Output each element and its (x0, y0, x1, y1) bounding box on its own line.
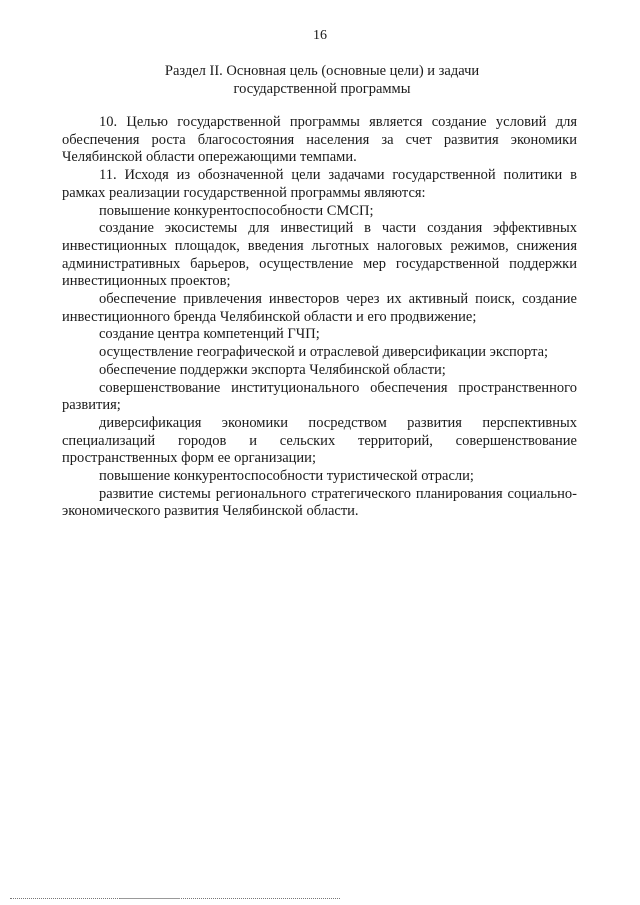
page-number: 16 (313, 28, 327, 43)
section-heading-line-2: государственной программы (233, 81, 411, 97)
task-item-economic-diversification: диверсификация экономики посредством развития перспективных специализаций городов и сельских территорий, совершенствование пространственных форм ее организации; (62, 414, 577, 467)
task-item-tourism: повышение конкурентоспособности туристической отрасли; (99, 468, 474, 485)
task-item-spatial-development: совершенствование институционального обеспечения пространственного развития; (62, 379, 577, 414)
task-item-investor-attraction: обеспечение привлечения инвесторов через их активный поиск, создание инвестиционного бренда Челябинской области и его продвижение; (62, 291, 577, 325)
task-item-export-diversification: осуществление географической и отраслевой диверсификации экспорта; (99, 344, 549, 361)
task-item-export-support: обеспечение поддержки экспорта Челябинской области; (99, 361, 446, 378)
task-item-investment-ecosystem: создание экосистемы для инвестиций в части создания эффективных инвестиционных площадок, введения льготных налоговых режимов, снижения административных барьеров, осуществление мер государственной поддержки инвестиционных проектов; (62, 220, 577, 290)
document-body (62, 114, 577, 521)
task-item-smsp: повышение конкурентоспособности СМСП; (99, 202, 374, 219)
task-item-strategic-planning: развитие системы регионального стратегического планирования социально-экономического развития Челябинской области. (62, 485, 577, 520)
section-heading-line-1: Раздел II. Основная цель (основные цели) и задачи (164, 63, 480, 79)
section-heading (62, 62, 582, 98)
task-item-gchp-center: создание центра компетенций ГЧП; (99, 326, 320, 343)
paragraph-tasks-intro: 11. Исходя из обозначенной цели задачами государственной политики в рамках реализации государственной программы являются: (62, 167, 577, 201)
paragraph-goal: 10. Целью государственной программы является создание условий для обеспечения роста благосостояния населения за счет развития экономики Челябинской области опережающими темпами. (62, 114, 577, 166)
footer-rule-segment (120, 898, 180, 899)
